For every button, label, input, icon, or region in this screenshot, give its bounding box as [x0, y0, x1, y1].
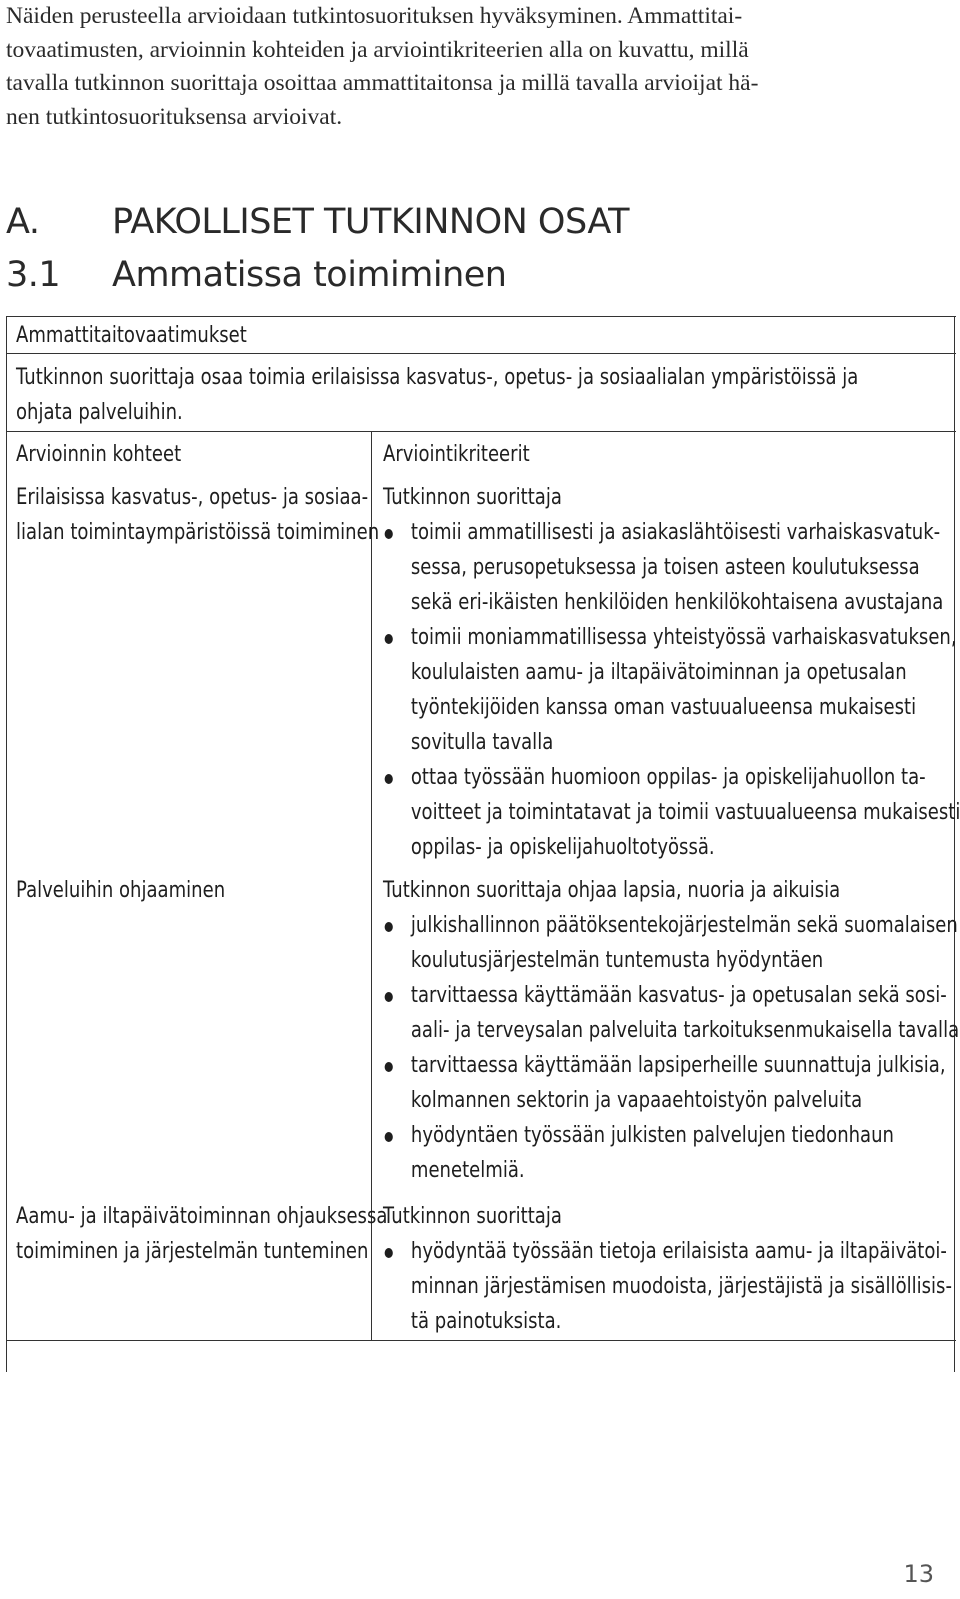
requirements-text: Tutkinnon suorittaja osaa toimia erilaisissa kasvatus-, opetus- ja sosiaalialan ympäristöissä ja ohjata palveluihin.	[16, 365, 859, 425]
intro-line: tavalla tutkinnon suorittaja osoittaa ammattitaitonsa ja millä tavalla arvioijat hä-	[6, 70, 759, 96]
intro-line: Näiden perusteella arvioidaan tutkintosuorituksen hyväksyminen. Ammattitai-	[6, 3, 743, 29]
list-item: julkishallinnon päätöksentekojärjestelmän sekä suomalaisen koulutusjärjestelmän tuntemusta hyödyntäen	[383, 908, 959, 978]
bullet-icon	[385, 1062, 393, 1072]
list-item: ottaa työssään huomioon oppilas- ja opiskelijahuollon ta- voitteet ja toimintatavat ja toimii vastuualueensa mukaisesti oppilas- ja opiskelijahuoltotyössä.	[383, 760, 960, 865]
intro-line: nen tutkintosuorituksensa arvioivat.	[6, 103, 343, 130]
criteria-lead: Tutkinnon suorittaja	[383, 1204, 562, 1229]
criteria-lead: Tutkinnon suorittaja ohjaa lapsia, nuoria ja aikuisia	[383, 878, 841, 903]
table-rule	[6, 431, 956, 432]
list-item: tarvittaessa käyttämään lapsiperheille suunnattuja julkisia, kolmannen sektorin ja vapaaehtoistyön palveluita	[383, 1048, 959, 1118]
criteria-list	[383, 1234, 952, 1339]
table-rule	[6, 353, 956, 354]
table-rule	[6, 316, 7, 1372]
intro-paragraph	[6, 0, 950, 134]
subsection-number: 3.1	[6, 255, 61, 295]
list-item: tarvittaessa käyttämään kasvatus- ja opetusalan sekä sosi- aali- ja terveysalan palveluita tarkoituksenmukaisella tavalla	[383, 978, 959, 1048]
section-letter: A.	[6, 202, 40, 242]
column-header-criteria: Arviointikriteerit	[383, 442, 530, 467]
row-criteria	[383, 480, 960, 865]
page-number: 13	[903, 1560, 934, 1588]
section-title: PAKOLLISET TUTKINNON OSAT	[112, 202, 629, 242]
requirements-label: Ammattitaitovaatimukset	[16, 323, 247, 348]
bullet-icon	[385, 774, 393, 784]
subsection-heading	[6, 255, 506, 295]
row-criteria	[383, 873, 959, 1188]
list-item: toimii moniammatillisessa yhteistyössä varhaiskasvatuksen, koululaisten aamu- ja iltapäivätoiminnan ja opetusalan työntekijöiden kanssa oman vastuualueensa mukaisesti sovitulla tavalla	[383, 620, 960, 760]
table-rule	[6, 316, 956, 317]
bullet-icon	[385, 922, 393, 932]
row-target: Aamu- ja iltapäivätoiminnan ohjauksessa toimiminen ja järjestelmän tunteminen	[16, 1204, 388, 1264]
row-target: Erilaisissa kasvatus-, opetus- ja sosiaa- lialan toimintaympäristöissä toimiminen	[16, 485, 380, 545]
column-header-targets: Arvioinnin kohteet	[16, 442, 182, 467]
criteria-list	[383, 515, 960, 865]
intro-line: tovaatimusten, arvioinnin kohteiden ja arviointikriteerien alla on kuvattu, millä	[6, 36, 749, 63]
list-item: hyödyntäen työssään julkisten palvelujen tiedonhaun menetelmiä.	[383, 1118, 959, 1188]
list-item: hyödyntää työssään tietoja erilaisista aamu- ja iltapäivätoi- minnan järjestämisen muodoista, järjestäjistä ja sisällöllisis- tä painotuksista.	[383, 1234, 952, 1339]
list-item: toimii ammatillisesti ja asiakaslähtöisesti varhaiskasvatuk- sessa, perusopetuksessa ja toisen asteen koulutuksessa sekä eri-ikäisten henkilöiden henkilökohtaisena avustajana	[383, 515, 960, 620]
bullet-icon	[385, 529, 393, 539]
section-heading	[6, 202, 629, 242]
bullet-icon	[385, 1248, 393, 1258]
row-target: Palveluihin ohjaaminen	[16, 878, 226, 903]
subsection-title: Ammatissa toimiminen	[112, 255, 507, 295]
bullet-icon	[385, 1132, 393, 1142]
row-criteria	[383, 1199, 952, 1339]
criteria-table	[6, 316, 960, 1372]
criteria-list	[383, 908, 959, 1188]
bullet-icon	[385, 992, 393, 1002]
bullet-icon	[385, 634, 393, 644]
criteria-lead: Tutkinnon suorittaja	[383, 485, 562, 510]
table-rule	[6, 1340, 956, 1341]
